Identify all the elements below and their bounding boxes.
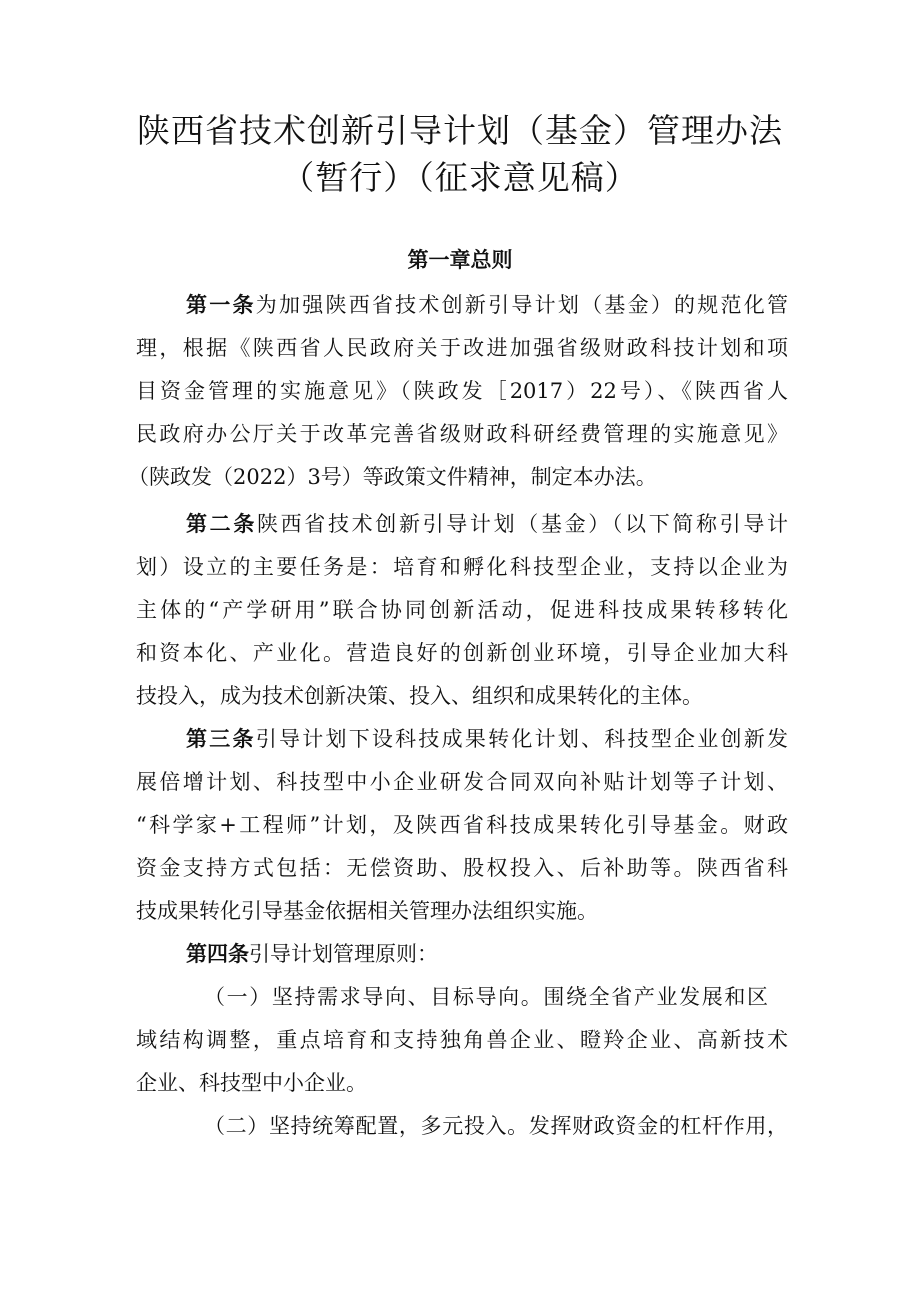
article-4-line-1 <box>186 937 788 971</box>
document-title-line-1: 陕西省技术创新引导计划（基金）管理办法 <box>137 111 783 150</box>
article-2-text-1: 陕西省技术创新引导计划（基金）（以下简称引导计 <box>256 512 789 536</box>
article-4-item-1-line-1: （一）坚持需求导向、目标导向。围绕全省产业发展和区 <box>204 985 768 1009</box>
chapter-heading: 第一章总则 <box>407 248 513 272</box>
article-3-text-1: 引导计划下设科技成果转化计划、科技型企业创新发 <box>255 727 789 751</box>
article-1-line-2: 理，根据《陕西省人民政府关于改进加强省级财政科技计划和项 <box>136 336 788 360</box>
article-2-line-2: 划）设立的主要任务是：培育和孵化科技型企业，支持以企业为 <box>136 555 788 579</box>
article-2-line-1 <box>186 507 788 541</box>
article-2-line-3: 主体的“产学研用”联合协同创新活动，促进科技成果转移转化 <box>136 598 788 622</box>
article-2-line-5: 技投入，成为技术创新决策、投入、组织和成果转化的主体。 <box>136 684 703 708</box>
article-4-label: 第四条 <box>186 942 249 966</box>
article-1-text-1: 为加强陕西省技术创新引导计划（基金）的规范化管 <box>255 293 789 317</box>
article-4-item-2-line-1: （二）坚持统筹配置，多元投入。发挥财政资金的杠杆作用， <box>204 1114 788 1138</box>
article-2-label: 第二条 <box>186 512 257 536</box>
article-3-label: 第三条 <box>186 727 256 751</box>
article-4-item-1-line-3: 企业、科技型中小企业。 <box>136 1071 367 1095</box>
article-1-line-5: （陕政发（2022）3号）等政策文件精神，制定本办法。 <box>128 465 657 489</box>
article-3-line-1 <box>186 722 788 756</box>
article-4-item-1-line-2: 域结构调整，重点培育和支持独角兽企业、瞪羚企业、高新技术 <box>136 1028 788 1052</box>
article-1-line-3: 目资金管理的实施意见》（陕政发［2017）22号）、《陕西省人 <box>136 379 788 403</box>
article-3-line-5: 技成果转化引导基金依据相关管理办法组织实施。 <box>136 899 598 923</box>
document-title-line-2: （暂行）（征求意见稿） <box>281 158 639 197</box>
article-1-line-1 <box>186 288 788 322</box>
article-3-line-4: 资金支持方式包括：无偿资助、股权投入、后补助等。陕西省科 <box>136 856 788 880</box>
article-3-line-3: “科学家+工程师”计划，及陕西省科技成果转化引导基金。财政 <box>136 813 788 837</box>
article-2-line-4: 和资本化、产业化。营造良好的创新创业环境，引导企业加大科 <box>136 641 788 665</box>
article-1-label: 第一条 <box>186 293 256 317</box>
article-1-line-4: 民政府办公厅关于改革完善省级财政科研经费管理的实施意见》 <box>136 422 788 446</box>
article-4-intro: 引导计划管理原则： <box>249 942 438 966</box>
article-3-line-2: 展倍增计划、科技型中小企业研发合同双向补贴计划等子计划、 <box>136 770 788 794</box>
